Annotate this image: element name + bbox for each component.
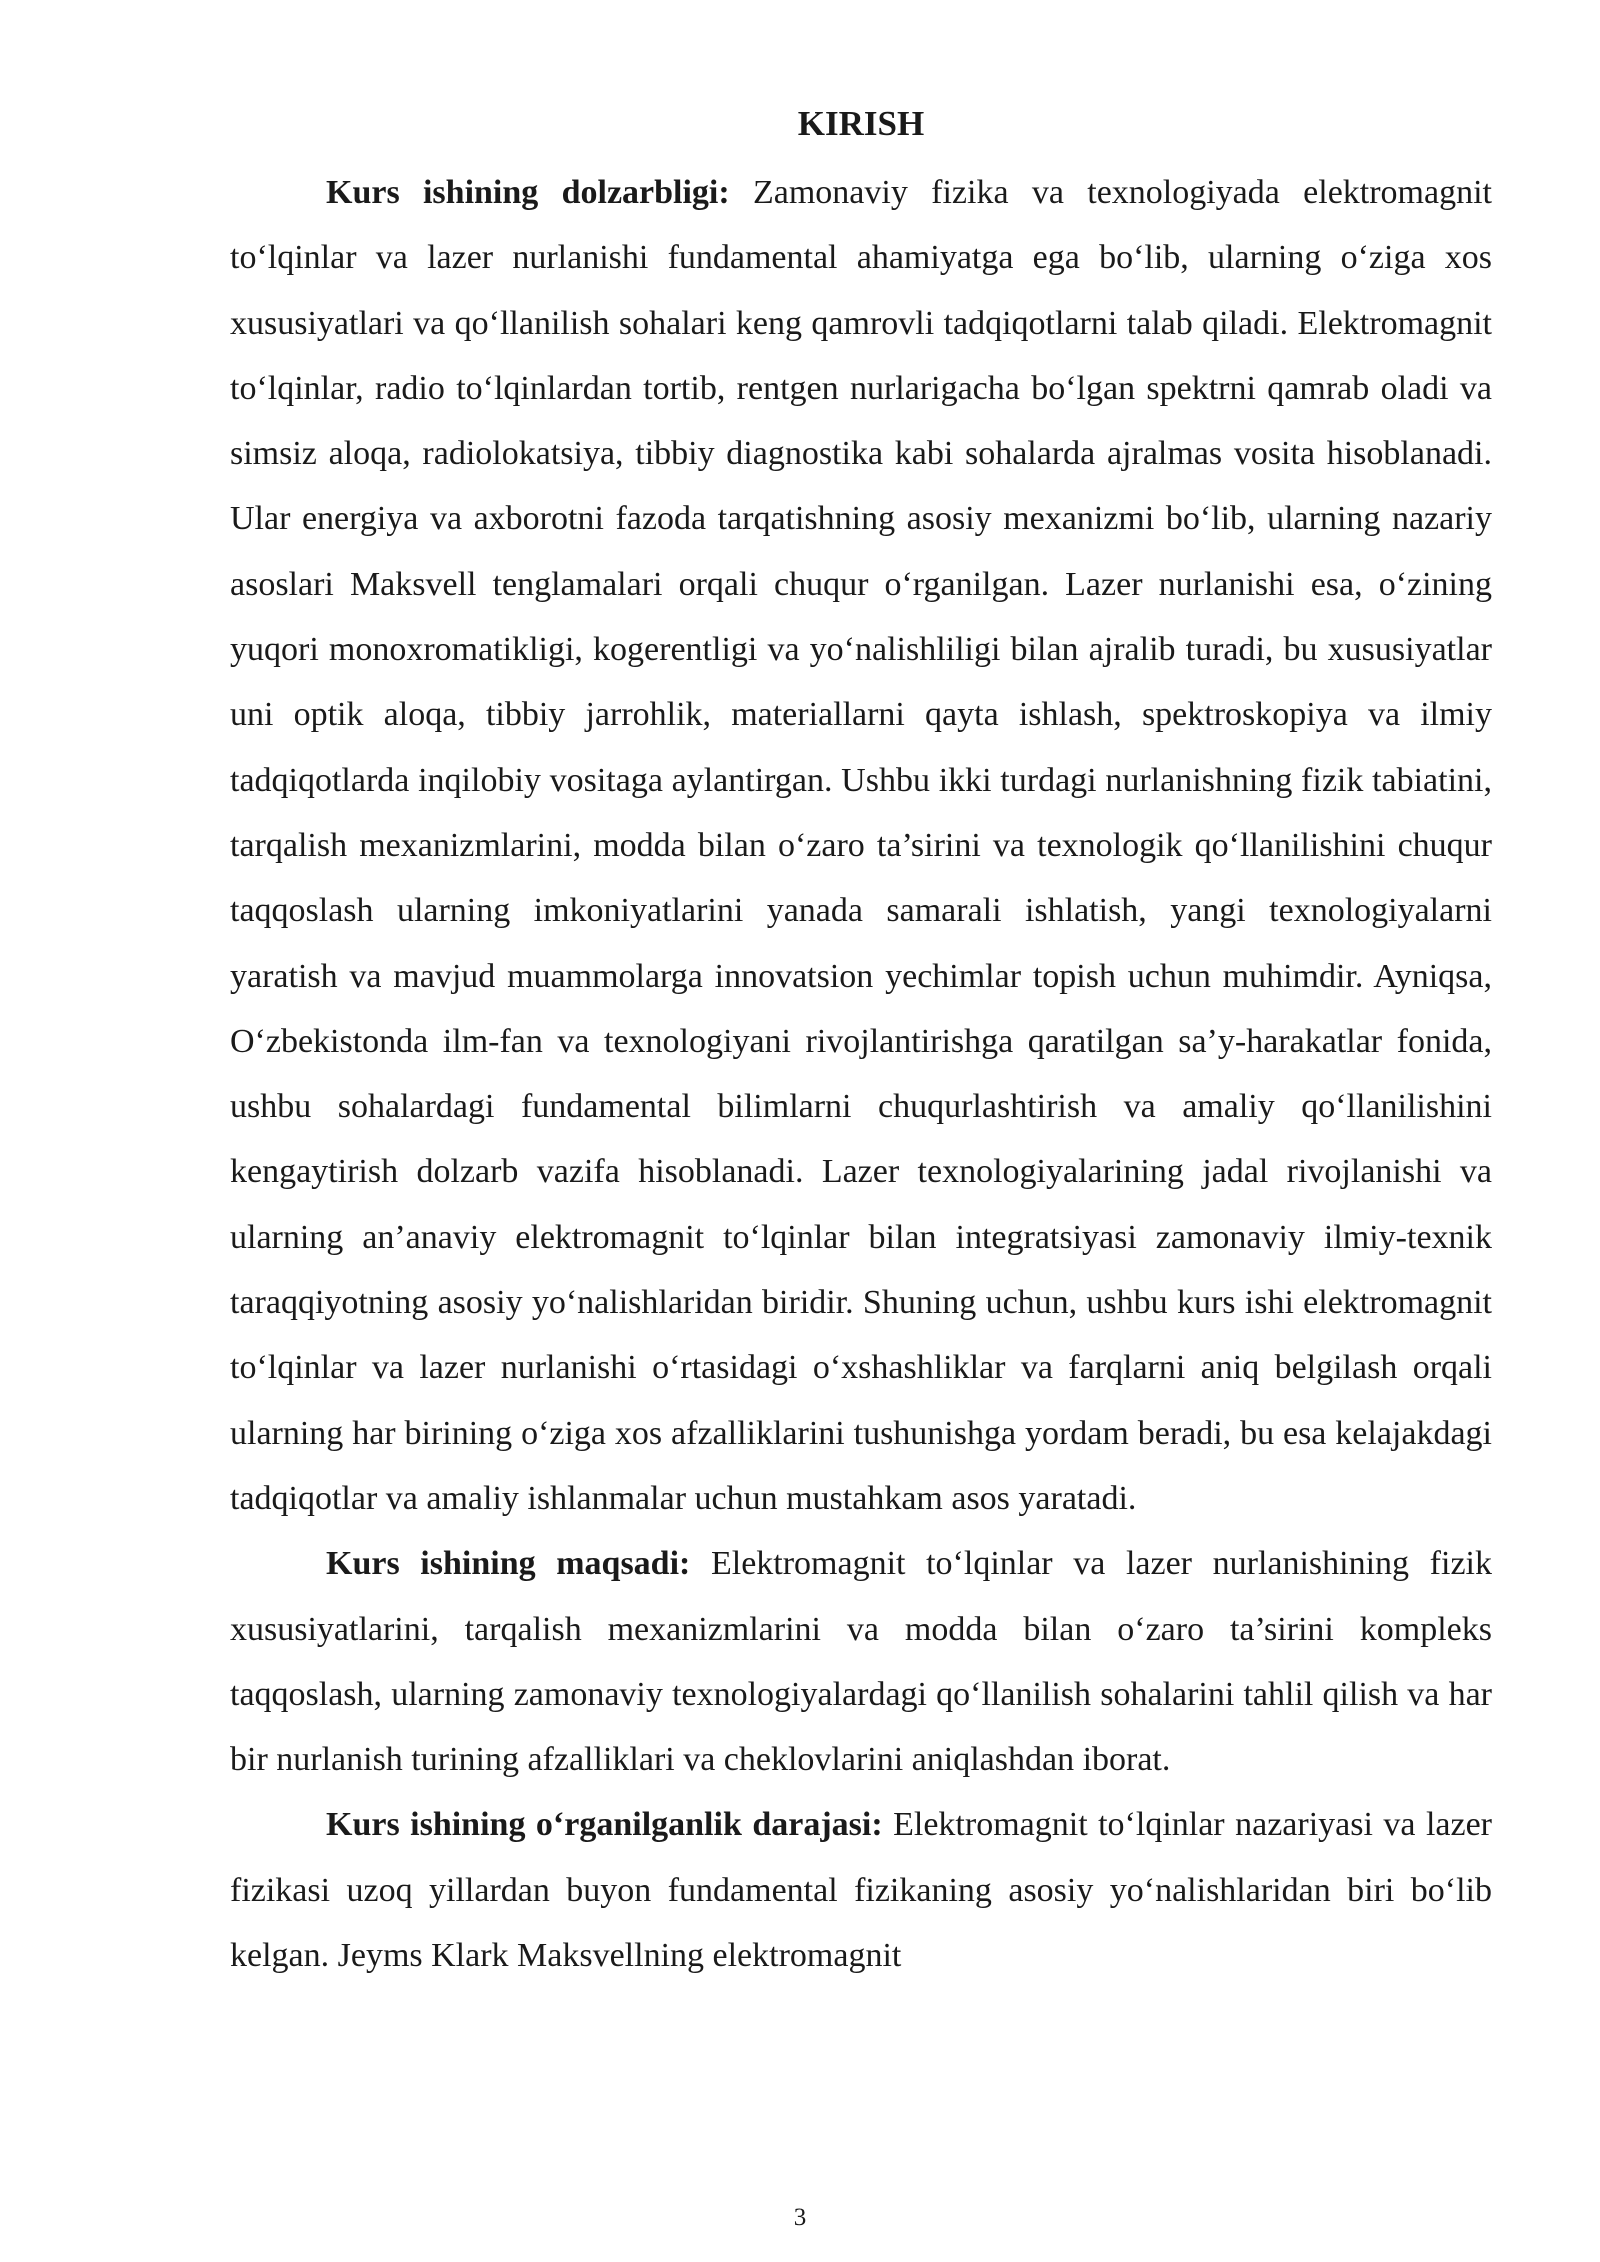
document-page xyxy=(230,96,1492,1988)
page-title: KIRISH xyxy=(797,104,925,143)
section-relevance-heading: Kurs ishining dolzarbligi: xyxy=(326,174,730,211)
section-study-level-text: Elektromagnit to‘lqinlar nazariyasi va lazer fizikasi uzoq yillardan buyon fundamental fizikaning asosiy yo‘nalishlaridan biri bo‘lib kelgan. Jeyms Klark Maksvellning elektromagnit xyxy=(230,1806,1492,1975)
section-study-level-heading: Kurs ishining o‘rganilganlik darajasi: xyxy=(326,1806,883,1844)
section-relevance-text: Zamonaviy fizika va texnologiyada elektromagnit to‘lqinlar va lazer nurlanishi fundamental ahamiyatga ega bo‘lib, ularning o‘ziga xos xususiyatlari va qo‘llanilish sohalari keng qamrovli tadqiqotlarni talab qiladi. Elektromagnit to‘lqinlar, radio to‘lqinlardan tortib, rentgen nurlarigacha bo‘lgan spektrni qamrab oladi va simsiz aloqa, radiolokatsiya, tibbiy diagnostika kabi sohalarda ajralmas vosita hisoblanadi. Ular energiya va axborotni fazoda tarqatishning asosiy mexanizmi bo‘lib, ularning nazariy asoslari Maksvell tenglamalari orqali chuqur o‘rganilgan. Lazer nurlanishi esa, o‘zining yuqori monoxromatikligi, kogerentligi va yo‘nalishliligi bilan ajralib turadi, bu xususiyatlar uni optik aloqa, tibbiy jarrohlik, materiallarni qayta ishlash, spektroskopiya va ilmiy tadqiqotlarda inqilobiy vositaga aylantirgan. Ushbu ikki turdagi nurlanishning fizik tabiatini, tarqalish mexanizmlarini, modda bilan o‘zaro ta’sirini va texnologik qo‘llanilishini chuqur taqqoslash ularning imkoniyatlarini yanada samarali ishlatish, yangi texnologiyalarni yaratish va mavjud muammolarga innovatsion yechimlar topish uchun muhimdir. Ayniqsa, O‘zbekistonda ilm-fan va texnologiyani rivojlantirishga qaratilgan sa’y-harakatlar fonida, ushbu sohalardagi fundamental bilimlarni chuqurlashtirish va amaliy qo‘llanilishini kengaytirish dolzarb vazifa hisoblanadi. Lazer texnologiyalarining jadal rivojlanishi va ularning an’anaviy elektromagnit to‘lqinlar bilan integratsiyasi zamonaviy ilmiy-texnik taraqqiyotning asosiy yo‘nalishlaridan biridir. Shuning uchun, ushbu kurs ishi elektromagnit to‘lqinlar va lazer nurlanishi o‘rtasidagi o‘xshashliklar va farqlarni aniq belgilash orqali ularning har birining o‘ziga xos afzalliklarini tushunishga yordam beradi, bu esa kelajakdagi tadqiqotlar va amaliy ishlanmalar uchun mustahkam asos yaratadi. xyxy=(230,174,1492,1517)
section-purpose-paragraph xyxy=(230,1531,1492,1792)
section-study-level-paragraph xyxy=(230,1792,1492,1988)
section-purpose-text: Elektromagnit to‘lqinlar va lazer nurlanishining fizik xususiyatlarini, tarqalish mexanizmlarini va modda bilan o‘zaro ta’sirini kompleks taqqoslash, ularning zamonaviy texnologiyalardagi qo‘llanilish sohalarini tahlil qilish va har bir nurlanish turining afzalliklari va cheklovlarini aniqlashdan iborat. xyxy=(230,1545,1492,1779)
page-number: 3 xyxy=(793,2204,807,2231)
section-purpose-heading: Kurs ishining maqsadi: xyxy=(326,1545,691,1583)
section-relevance-paragraph xyxy=(230,160,1492,1531)
